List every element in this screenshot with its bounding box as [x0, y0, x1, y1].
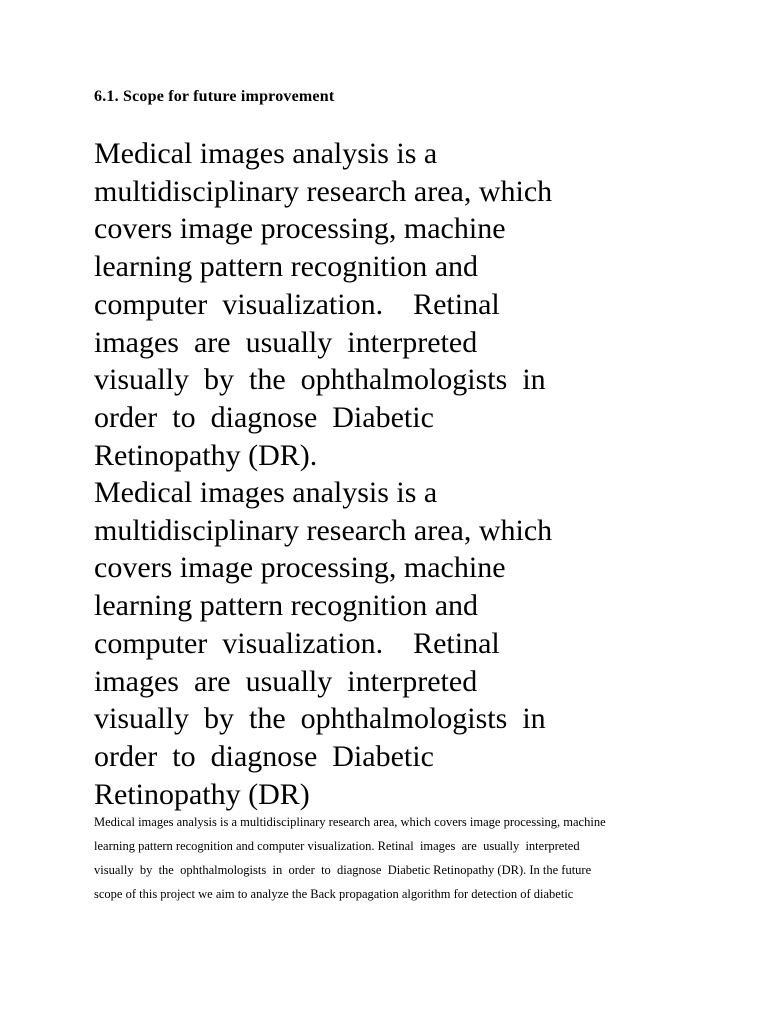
paragraph-line: visually by the ophthalmologists in order to diagnose Diabetic Retinopathy (DR). In the future [94, 863, 592, 877]
paragraph-large-2 [94, 474, 674, 813]
paragraph-line: images are usually interpreted [94, 325, 478, 359]
paragraph-line: computer visualization. Retinal [94, 287, 500, 321]
section-heading: 6.1. Scope for future improvement [94, 88, 335, 105]
paragraph-line: Retinopathy (DR) [94, 777, 310, 811]
paragraph-line: multidisciplinary research area, which [94, 513, 553, 547]
paragraph-line: order to diagnose Diabetic [94, 739, 434, 773]
paragraph-line: visually by the ophthalmologists in [94, 363, 546, 397]
paragraph-line: Medical images analysis is a multidisciplinary research area, which covers image processing, machine [94, 815, 606, 829]
paragraph-large-1 [94, 135, 674, 474]
paragraph-line: Retinopathy (DR). [94, 438, 318, 472]
paragraph-line: multidisciplinary research area, which [94, 174, 553, 208]
paragraph-line: order to diagnose Diabetic [94, 400, 434, 434]
paragraph-line: learning pattern recognition and [94, 250, 479, 284]
paragraph-line: covers image processing, machine [94, 212, 506, 246]
paragraph-line: covers image processing, machine [94, 551, 506, 585]
paragraph-line: Medical images analysis is a [94, 476, 438, 509]
paragraph-line: images are usually interpreted [94, 664, 478, 698]
paragraph-line: Medical images analysis is a [94, 137, 438, 170]
paragraph-line: scope of this project we aim to analyze the Back propagation algorithm for detection of diabetic [94, 887, 574, 901]
paragraph-small [94, 810, 684, 906]
paragraph-line: learning pattern recognition and [94, 589, 479, 623]
paragraph-line: visually by the ophthalmologists in [94, 702, 546, 736]
paragraph-line: learning pattern recognition and computer visualization. Retinal images are usually interpreted [94, 839, 580, 853]
paragraph-line: computer visualization. Retinal [94, 626, 500, 660]
